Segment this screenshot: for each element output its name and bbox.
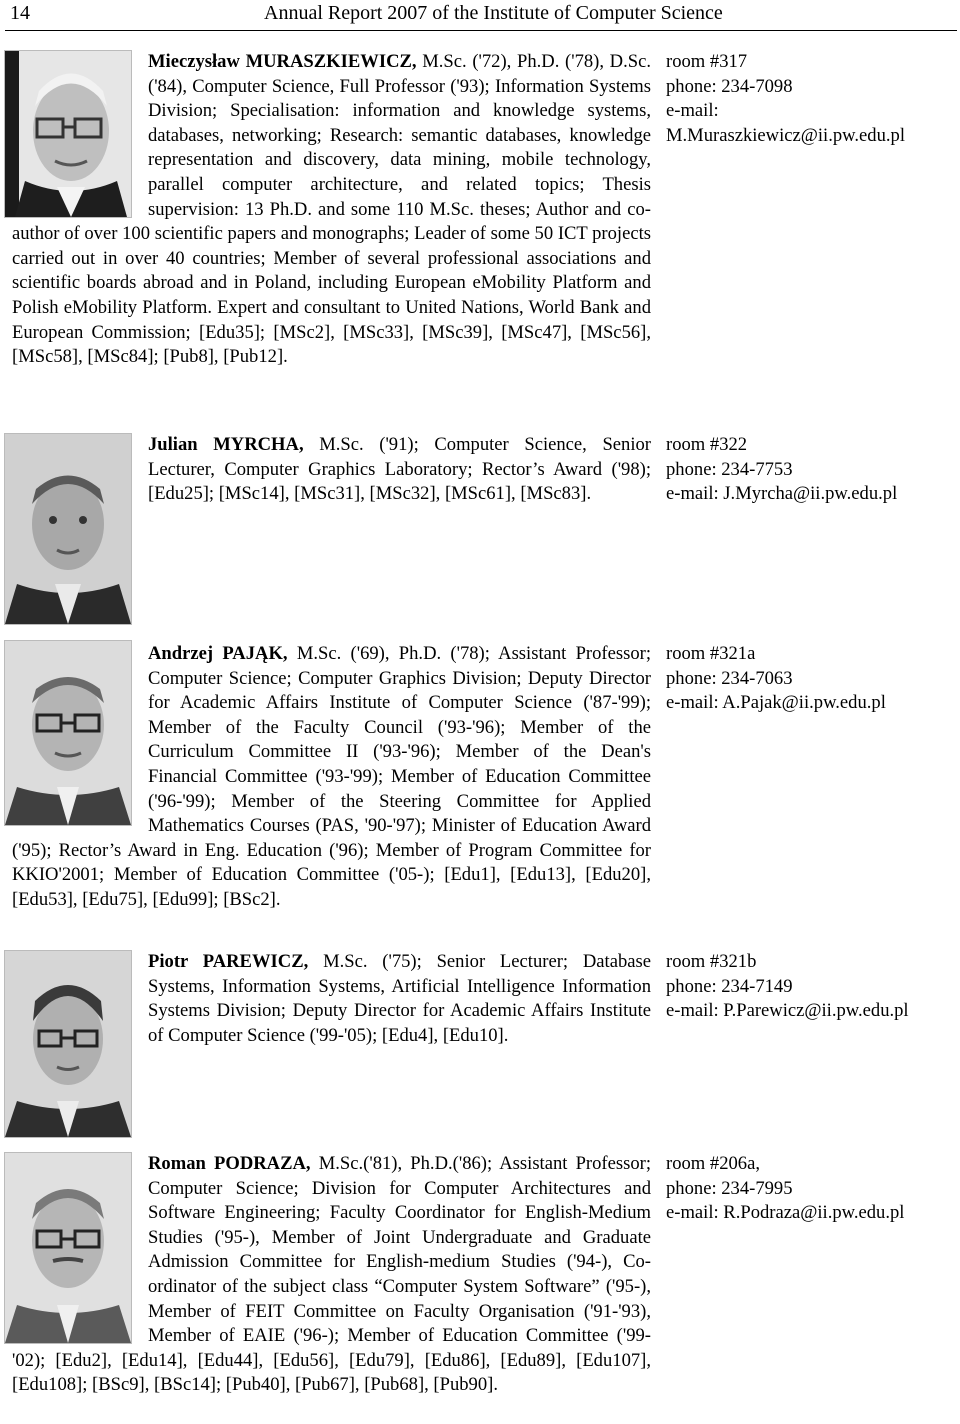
email-label: e-mail: bbox=[666, 100, 719, 122]
staff-name: Mieczysław MURASZKIEWICZ, bbox=[148, 51, 417, 72]
biography-text bbox=[12, 642, 651, 913]
page-header bbox=[5, 0, 957, 31]
email-address: e-mail: R.Podraza@ii.pw.edu.pl bbox=[666, 1202, 905, 1224]
biography-text bbox=[12, 433, 651, 533]
contact-block bbox=[666, 642, 958, 716]
running-title: Annual Report 2007 of the Institute of Computer Science bbox=[264, 2, 723, 24]
contact-block bbox=[666, 950, 958, 1024]
phone-number: phone: 234-7995 bbox=[666, 1177, 793, 1199]
phone-number: phone: 234-7098 bbox=[666, 75, 793, 97]
page-number: 14 bbox=[10, 2, 30, 24]
phone-number: phone: 234-7753 bbox=[666, 458, 793, 480]
room-number: room #317 bbox=[666, 51, 748, 72]
room-number: room #206a, bbox=[666, 1153, 760, 1174]
room-number: room #321b bbox=[666, 951, 757, 972]
phone-number: phone: 234-7149 bbox=[666, 975, 793, 997]
staff-name: Roman PODRAZA, bbox=[148, 1153, 311, 1174]
biography-text bbox=[12, 1152, 651, 1398]
biography-details: M.Sc. ('69), Ph.D. ('78); Assistant Professor; Computer Science; Computer Graphics Division; Deputy Director for Academic Affairs Institute of Computer Science ('87-'99); Member of the Faculty Council ('93-'96); Member of the Curriculum Committee II ('93-'96); Member of the Dean's Financial Committee ('93-'99); Member of Education Committee ('96-'99); Member of the Steering Committee for Applied Mathematics Courses (PAS, '90-'97); Minister of Education Award ('95); Rector’s Award in Eng. Education ('96); Member of Program Committee for KKIO'2001; Member of Education Committee ('05-); [Edu1], [Edu13], [Edu20], [Edu53], [Edu75], [Edu99]; [BSc2]. bbox=[12, 643, 651, 910]
room-number: room #322 bbox=[666, 434, 748, 455]
biography-details: M.Sc. ('75); Senior Lecturer; Database Systems, Information Systems, Artificial Intelligence Information Systems Division; Deputy Director for Academic Affairs Institute of Computer Science ('99-'05); [Edu4], [Edu10]. bbox=[148, 951, 651, 1046]
contact-block bbox=[666, 433, 958, 507]
phone-number: phone: 234-7063 bbox=[666, 667, 793, 689]
staff-name: Piotr PAREWICZ, bbox=[148, 951, 309, 972]
biography-details: M.Sc. ('91); Computer Science, Senior Lecturer, Computer Graphics Laboratory; Rector’s Award ('98); [Edu25]; [MSc14], [MSc31], [MSc32], [MSc61], [MSc83]. bbox=[148, 434, 651, 505]
room-number: room #321a bbox=[666, 643, 756, 664]
contact-block bbox=[666, 1152, 958, 1226]
email-address: e-mail: P.Parewicz@ii.pw.edu.pl bbox=[666, 1000, 909, 1022]
biography-text bbox=[12, 50, 651, 370]
biography-details: M.Sc.('81), Ph.D.('86); Assistant Professor; Computer Science; Division for Computer Architectures and Software Engineering; Faculty Coordinator for English-Medium Studies ('95-), Member of Joint Undergraduate and Graduate Admission Committee for English-medium Studies ('94-), Co-ordinator of the subject class “Computer System Software” ('95-), Member of FEIT Committee on Faculty Organisation ('91-'93), Member of EAIE ('96-); Member of Education Committee ('99-'02); [Edu2], [Edu14], [Edu44], [Edu56], [Edu79], [Edu86], [Edu89], [Edu107], [Edu108]; [BSc9], [BSc14]; [Pub40], [Pub67], [Pub68], [Pub90]. bbox=[12, 1153, 651, 1396]
email-address: e-mail: A.Pajak@ii.pw.edu.pl bbox=[666, 692, 886, 714]
biography-text bbox=[12, 950, 651, 1070]
staff-name: Andrzej PAJĄK, bbox=[148, 643, 288, 664]
staff-name: Julian MYRCHA, bbox=[148, 434, 304, 455]
biography-details: M.Sc. ('72), Ph.D. ('78), D.Sc. ('84), Computer Science, Full Professor ('93); Information Systems Division; Specialisation: information and knowledge systems, databases, networking; Research: semantic databases, knowledge representation and discovery, data mining, mobile technology, parallel computer architecture, and related topics; Thesis supervision: 13 Ph.D. and some 110 M.Sc. theses; Author and co-author of over 100 scientific papers and monographs; Leader of some 50 ICT projects carried out in over 40 countries; Member of several professional associations and scientific boards abroad and in Poland, including European eMobility Platform and Polish eMobility Platform. Expert and consultant to United Nations, World Bank and European Commission; [Edu35]; [MSc2], [MSc33], [MSc39], [MSc47], [MSc56], [MSc58], [MSc84]; [Pub8], [Pub12]. bbox=[12, 51, 651, 368]
email-address: M.Muraszkiewicz@ii.pw.edu.pl bbox=[666, 124, 905, 146]
email-address: e-mail: J.Myrcha@ii.pw.edu.pl bbox=[666, 483, 898, 505]
contact-block bbox=[666, 50, 958, 148]
